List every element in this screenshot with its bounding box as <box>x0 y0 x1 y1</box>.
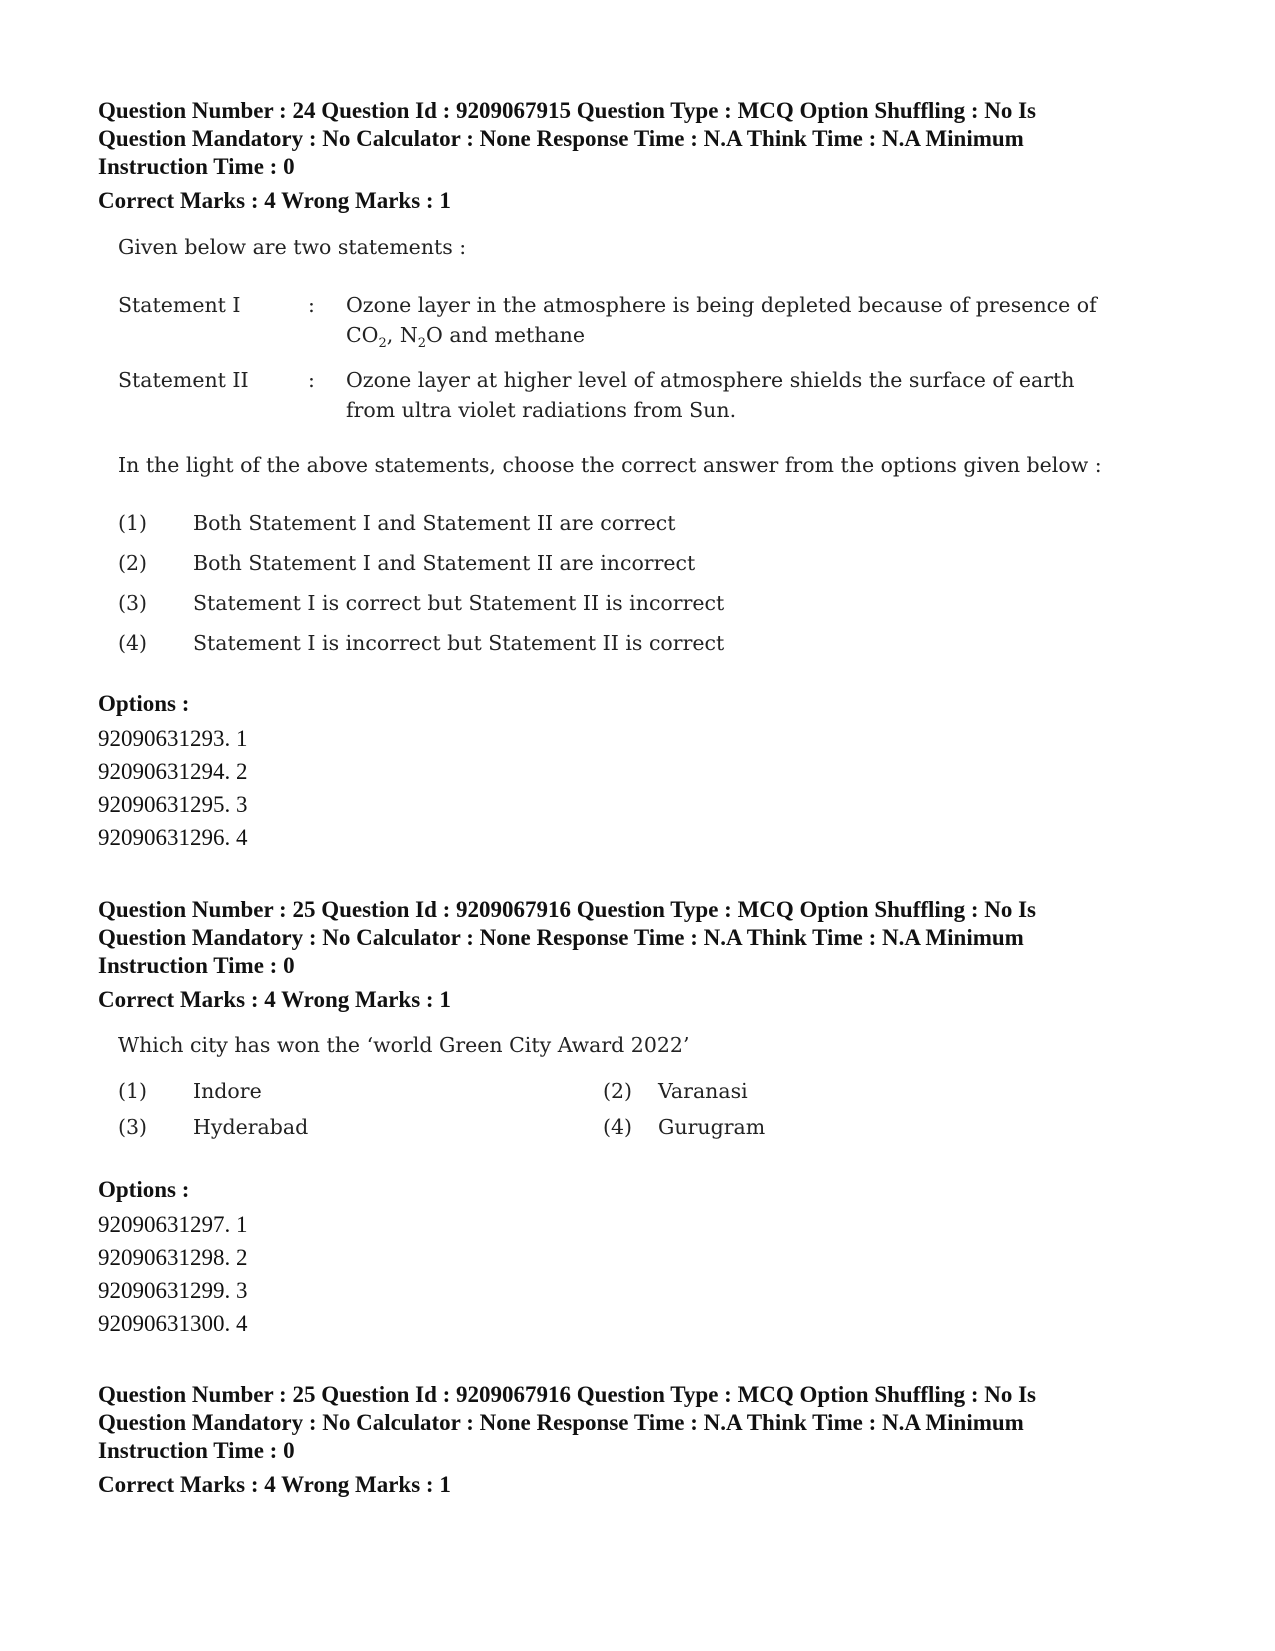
q25-meta-line2: Question Mandatory : No Calculator : None Response Time : N.A Think Time : N.A Minimum <box>98 925 1024 950</box>
choice-number: (3) <box>118 591 148 615</box>
choice-number: (2) <box>603 1079 633 1103</box>
q24-header <box>98 97 1178 215</box>
option-id: 92090631293. 1 <box>98 726 248 751</box>
q24-options <box>98 690 1178 854</box>
q25-marks: Correct Marks : 4 Wrong Marks : 1 <box>98 987 451 1012</box>
q24-instruction: In the light of the above statements, choose the correct answer from the options given below : <box>118 453 1102 477</box>
q25b-meta-line2: Question Mandatory : No Calculator : None Response Time : N.A Think Time : N.A Minimum <box>98 1410 1024 1435</box>
q24-meta-line2: Question Mandatory : No Calculator : None Response Time : N.A Think Time : N.A Minimum <box>98 126 1024 151</box>
statement-label: Statement II <box>118 368 249 392</box>
q24-statement-2 <box>118 365 1118 427</box>
statement-line-chem: $CO_2$, $N_2O$ and methane <box>346 323 586 352</box>
q24-choice <box>118 628 1118 668</box>
statement-label: Statement I <box>118 293 241 317</box>
q25-options-label: Options : <box>98 1177 190 1202</box>
q24-choice <box>118 508 1118 548</box>
option-id: 92090631296. 4 <box>98 825 248 850</box>
q25-header <box>98 896 1178 1014</box>
choice-text: Both Statement I and Statement II are incorrect <box>193 551 696 575</box>
choice-number: (4) <box>118 631 148 655</box>
q24-marks: Correct Marks : 4 Wrong Marks : 1 <box>98 188 451 213</box>
statement-colon: : <box>308 293 315 317</box>
q24-choice <box>118 548 1118 588</box>
q25-choice-row <box>118 1076 1118 1112</box>
option-id: 92090631295. 3 <box>98 792 248 817</box>
choice-text: Gurugram <box>658 1115 766 1139</box>
option-id: 92090631300. 4 <box>98 1311 248 1336</box>
q24-intro: Given below are two statements : <box>118 235 467 259</box>
choice-text: Both Statement I and Statement II are correct <box>193 511 676 535</box>
statement-line: from ultra violet radiations from Sun. <box>346 398 737 422</box>
choice-text: Hyderabad <box>193 1115 309 1139</box>
q24-meta-line3: Instruction Time : 0 <box>98 154 295 179</box>
q24-choice <box>118 588 1118 628</box>
choice-number: (3) <box>118 1115 148 1139</box>
q25b-marks: Correct Marks : 4 Wrong Marks : 1 <box>98 1472 451 1497</box>
statement-line: Ozone layer at higher level of atmosphere shields the surface of earth <box>346 368 1075 392</box>
choice-text: Varanasi <box>658 1079 748 1103</box>
q25b-meta-line1: Question Number : 25 Question Id : 9209067916 Question Type : MCQ Option Shuffling : No Is <box>98 1382 1037 1407</box>
statement-colon: : <box>308 368 315 392</box>
q24-options-label: Options : <box>98 691 190 716</box>
q25-meta-line1: Question Number : 25 Question Id : 9209067916 Question Type : MCQ Option Shuffling : No Is <box>98 897 1037 922</box>
choice-number: (4) <box>603 1115 633 1139</box>
q25-repeat-header <box>98 1381 1178 1499</box>
q24-statement-1 <box>118 290 1118 352</box>
choice-number: (1) <box>118 511 148 535</box>
choice-text: Indore <box>193 1079 262 1103</box>
statement-line: Ozone layer in the atmosphere is being depleted because of presence of <box>346 293 1097 317</box>
q25-question-image <box>118 1030 1118 1148</box>
q24-question-image <box>118 232 1118 668</box>
choice-number: (1) <box>118 1079 148 1103</box>
statement-text <box>346 365 1114 425</box>
choice-text: Statement I is incorrect but Statement II is correct <box>193 631 725 655</box>
q25b-meta-line3: Instruction Time : 0 <box>98 1438 295 1463</box>
q25-meta-line3: Instruction Time : 0 <box>98 953 295 978</box>
choice-number: (2) <box>118 551 148 575</box>
q24-meta-line1: Question Number : 24 Question Id : 9209067915 Question Type : MCQ Option Shuffling : No Is <box>98 98 1037 123</box>
option-id: 92090631294. 2 <box>98 759 248 784</box>
option-id: 92090631299. 3 <box>98 1278 248 1303</box>
choice-text: Statement I is correct but Statement II is incorrect <box>193 591 725 615</box>
option-id: 92090631297. 1 <box>98 1212 248 1237</box>
q25-options <box>98 1176 1178 1340</box>
q25-choice-row <box>118 1112 1118 1148</box>
statement-text <box>346 290 1114 359</box>
q25-question-text: Which city has won the ‘world Green City Award 2022’ <box>118 1033 690 1057</box>
option-id: 92090631298. 2 <box>98 1245 248 1270</box>
